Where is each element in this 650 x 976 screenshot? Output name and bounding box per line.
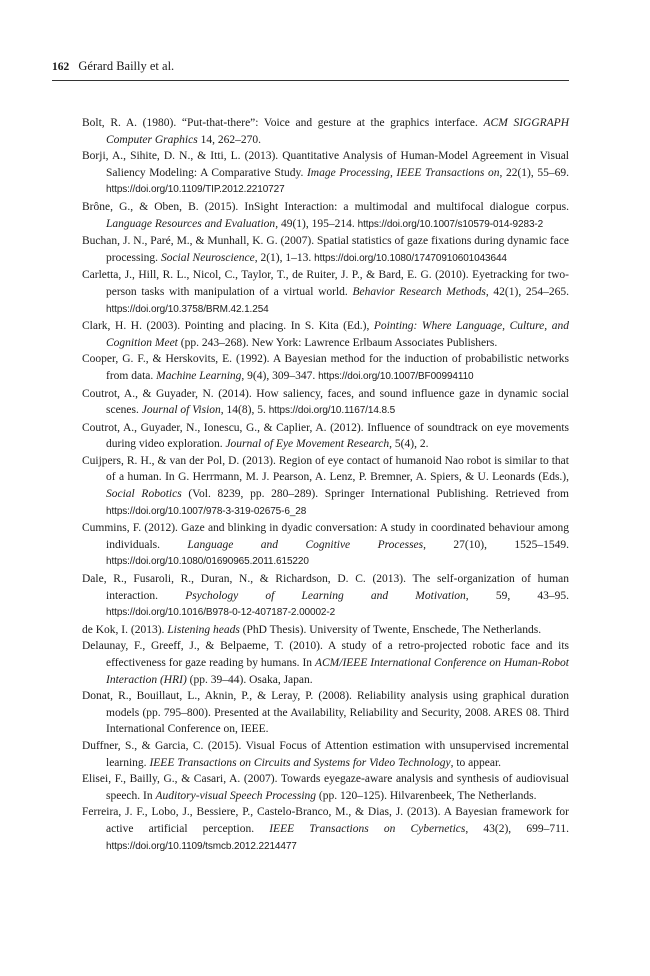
doi-link[interactable]: https://doi.org/10.1007/s10579-014-9283-2 — [357, 218, 544, 230]
source-title: Auditory-visual Speech Processing — [155, 789, 317, 802]
reference-text: , 49(1), 195–214. — [275, 217, 358, 230]
source-title: Image Processing, IEEE Transactions on — [306, 166, 500, 179]
reference-entry — [82, 804, 569, 855]
reference-entry — [82, 622, 569, 639]
doi-link[interactable]: https://doi.org/10.1007/BF00994110 — [318, 370, 474, 382]
running-title: Gérard Bailly et al. — [78, 59, 175, 73]
doi-link[interactable]: https://doi.org/10.1167/14.8.5 — [268, 405, 396, 417]
reference-list — [82, 115, 569, 855]
reference-text: (Vol. 8239, pp. 280–289). Springer International Publishing. Retrieved from — [181, 488, 569, 501]
source-title: IEEE Transactions on Circuits and Systems for Video Technology — [149, 756, 451, 769]
reference-entry — [82, 738, 569, 771]
reference-text: (pp. 120–125). Hilvarenbeek, The Netherlands. — [316, 789, 537, 802]
reference-entry — [82, 351, 569, 385]
reference-entry — [82, 771, 569, 804]
running-header — [52, 58, 569, 75]
reference-text: 14, 262–270. — [197, 133, 261, 146]
source-title: Pointing: Where Language, Culture, and Cognition Meet — [106, 320, 569, 349]
source-title: Listening heads — [167, 623, 240, 636]
reference-entry — [82, 148, 569, 199]
source-title: ACM SIGGRAPH Computer Graphics — [106, 117, 570, 146]
reference-entry — [82, 420, 569, 453]
reference-entry — [82, 386, 569, 420]
reference-text: Elisei, F., Bailly, G., & Casari, A. (2007). Towards eyegaze-aware analysis and synthesis of audiovisual speech. In — [82, 773, 569, 802]
source-title: Psychology of Learning and Motivation — [185, 589, 466, 602]
reference-text: Donat, R., Bouillaut, L., Aknin, P., & Leray, P. (2008). Reliability analysis using graphical duration models (pp. 795–800). Presented at the Availability, Reliability and Security, 2008. ARES 08. Third International Conference on, IEEE. — [82, 690, 569, 736]
source-title: Language Resources and Evaluation — [106, 217, 276, 230]
source-title: Machine Learning — [156, 369, 242, 382]
doi-link[interactable]: https://doi.org/10.1109/TIP.2012.2210727 — [106, 184, 285, 196]
source-title: ACM/IEEE International Conference on Human-Robot Interaction (HRI) — [106, 657, 569, 686]
reference-text: , 5(4), 2. — [389, 438, 429, 451]
doi-link[interactable]: https://doi.org/10.1080/01690965.2011.615220 — [106, 556, 309, 568]
reference-entry — [82, 267, 569, 318]
reference-text: Clark, H. H. (2003). Pointing and placing. In S. Kita (Ed.), — [82, 320, 374, 333]
reference-entry — [82, 453, 569, 520]
reference-text: , 14(8), 5. — [220, 404, 269, 417]
reference-text: Delaunay, F., Greeff, J., & Belpaeme, T. (2010). A study of a retro-projected robotic face and its effectiveness for gaze reading by humans. In — [82, 640, 569, 669]
source-title: IEEE Transactions on Cybernetics — [269, 822, 466, 835]
source-title: Social Robotics — [106, 488, 182, 501]
reference-entry — [82, 638, 569, 688]
reference-text: Cuijpers, R. H., & van der Pol, D. (2013). Region of eye contact of humanoid Nao robot is similar to that of a human. In G. Herrmann, M. J. Pearson, A. Lenz, P. Bremner, A. Spiers, & U. Leonards (Eds.), — [82, 454, 569, 484]
source-title: Language and Cognitive Processes — [187, 538, 424, 551]
reference-text: Cummins, F. (2012). Gaze and blinking in dyadic conversation: A study in coordinated behaviour among individuals. — [82, 522, 569, 551]
reference-text: , 59, 43–95. — [465, 589, 570, 602]
reference-entry — [82, 688, 569, 738]
page-number: 162 — [52, 61, 70, 73]
reference-entry — [82, 318, 569, 351]
reference-text: (pp. 243–268). New York: Lawrence Erlbaum Associates Publishers. — [177, 336, 498, 349]
reference-text: Cooper, G. F., & Herskovits, E. (1992). A Bayesian method for the induction of probabilistic networks from data. — [82, 353, 569, 382]
reference-text: Coutrot, A., Guyader, N., Ionescu, G., & Caplier, A. (2012). Influence of soundtrack on eye movements during video exploration. — [82, 421, 569, 451]
reference-entry — [82, 571, 569, 622]
source-title: Journal of Vision — [141, 404, 221, 417]
reference-text: Bolt, R. A. (1980). “Put-that-there”: Voice and gesture at the graphics interface. — [82, 117, 484, 129]
reference-text: Borji, A., Sihite, D. N., & Itti, L. (2013). Quantitative Analysis of Human-Model Agreement in Visual Saliency Modeling: A Comparative Study. — [82, 150, 569, 179]
reference-text: (pp. 39–44). Osaka, Japan. — [186, 673, 313, 686]
reference-entry — [82, 199, 569, 233]
reference-text: , 2(1), 1–13. — [254, 251, 315, 264]
doi-link[interactable]: https://doi.org/10.1016/B978-0-12-407187-2.00002-2 — [106, 607, 336, 619]
reference-entry — [82, 115, 569, 148]
reference-text: Ferreira, J. F., Lobo, J., Bessiere, P., Castelo-Branco, M., & Dias, J. (2013). A Bayesian framework for active artificial perception. — [82, 806, 569, 835]
reference-text: Brône, G., & Oben, B. (2015). InSight Interaction: a multimodal and multifocal dialogue corpus. — [82, 200, 569, 213]
reference-text: (PhD Thesis). University of Twente, Enschede, The Netherlands. — [239, 623, 542, 636]
doi-link[interactable]: https://doi.org/10.3758/BRM.42.1.254 — [106, 303, 269, 315]
reference-entry — [82, 520, 569, 571]
doi-link[interactable]: https://doi.org/10.1007/978-3-319-02675-6_28 — [106, 505, 307, 517]
reference-text: , 42(1), 254–265. — [485, 285, 569, 298]
reference-text: Coutrot, A., & Guyader, N. (2014). How saliency, faces, and sound influence gaze in dynamic social scenes. — [82, 387, 569, 417]
reference-text: Duffner, S., & Garcia, C. (2015). Visual Focus of Attention estimation with unsupervised incremental learning. — [82, 739, 569, 769]
doi-link[interactable]: https://doi.org/10.1080/17470910601043644 — [314, 252, 507, 264]
reference-entry — [82, 233, 569, 267]
header-rule — [52, 80, 569, 81]
reference-text: , 22(1), 55–69. — [499, 166, 569, 179]
reference-text: Carletta, J., Hill, R. L., Nicol, C., Taylor, T., de Ruiter, J. P., & Bard, E. G. (2010). Eyetracking for two-person tasks with manipulation of a virtual world. — [82, 269, 569, 298]
reference-text: , to appear. — [450, 756, 502, 769]
reference-text: Dale, R., Fusaroli, R., Duran, N., & Richardson, D. C. (2013). The self-organization of human interaction. — [82, 573, 569, 602]
reference-text: , 27(10), 1525–1549. — [423, 538, 569, 551]
doi-link[interactable]: https://doi.org/10.1109/tsmcb.2012.2214477 — [106, 840, 297, 852]
source-title: Journal of Eye Movement Research — [225, 438, 390, 451]
source-title: Behavior Research Methods — [352, 285, 486, 298]
reference-text: Buchan, J. N., Paré, M., & Munhall, K. G. (2007). Spatial statistics of gaze fixations during dynamic face processing. — [82, 235, 569, 264]
reference-text: , 43(2), 699–711. — [465, 822, 570, 835]
source-title: Social Neuroscience — [160, 251, 255, 264]
reference-text: de Kok, I. (2013). — [82, 623, 168, 636]
reference-text: , 9(4), 309–347. — [241, 369, 319, 382]
